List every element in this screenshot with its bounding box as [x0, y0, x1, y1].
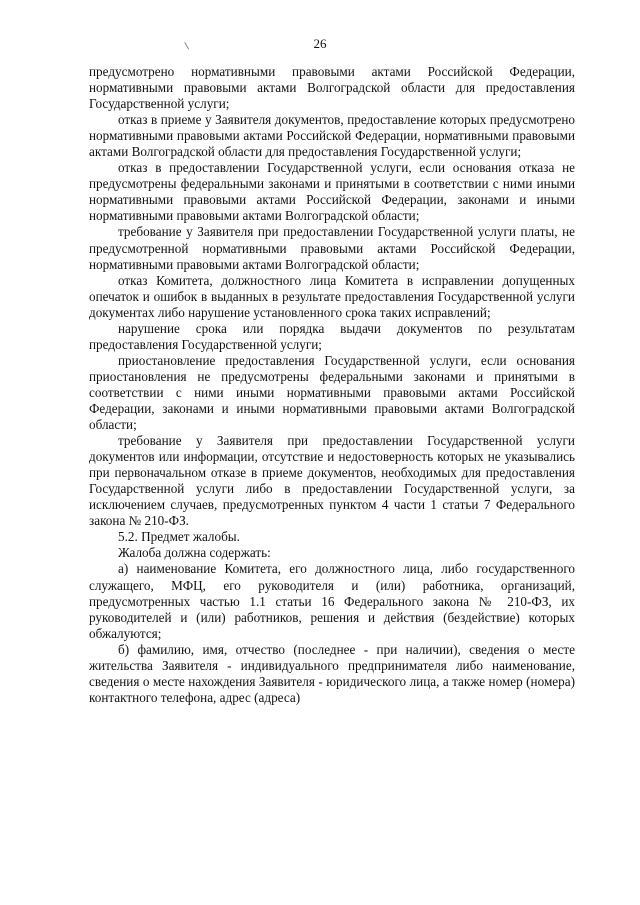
- paragraph-fee-requirement: требование у Заявителя при предоставлении Государственной услуги платы, не предусмотренной нормативными правовыми актами Российской Федерации, нормативными правовыми актами Волгоградской области;: [89, 224, 575, 272]
- paragraph-suspension: приостановление предоставления Государственной услуги, если основания приостановления не предусмотрены федеральными законами и принятыми в соответствии с ними иными нормативными правовыми актами Российской Федерации, законами и иными нормативными правовыми актами Волгоградской области;: [89, 352, 575, 433]
- document-body: [89, 64, 575, 706]
- section-heading-complaint-subject: 5.2. Предмет жалобы.: [118, 529, 240, 545]
- paragraph-refusal-documents: отказ в приеме у Заявителя документов, предоставление которых предусмотрено нормативными правовыми актами Российской Федерации, нормативными правовыми актами Волгоградской области для предоставления Государственной услуги;: [89, 112, 575, 160]
- paragraph-deadline-violation: нарушение срока или порядка выдачи документов по результатам предоставления Государственной услуги;: [89, 320, 575, 352]
- paragraph-continuation: предусмотрено нормативными правовыми актами Российской Федерации, нормативными правовыми актами Волгоградской области для предоставления Государственной услуги;: [89, 64, 575, 112]
- page-number: 26: [313, 36, 327, 51]
- paragraph-complaint-contents: Жалоба должна содержать:: [118, 545, 271, 561]
- paragraph-correction-refusal: отказ Комитета, должностного лица Комитета в исправлении допущенных опечаток и ошибок в выданных в результате предоставления Государственной услуги документах либо нарушение установленного срока таких исправлений;: [89, 272, 575, 320]
- paragraph-documents-requirement: требование у Заявителя при предоставлении Государственной услуги документов или информации, отсутствие и недостоверность которых не указывались при первоначальном отказе в приеме документов, необходимых для предоставления Государственной услуги либо в предоставлении Государственной услуги, за исключением случаев, предусмотренных пунктом 4 части 1 статьи 7 Федерального закона № 210-ФЗ.: [89, 433, 575, 529]
- paragraph-refusal-service: отказ в предоставлении Государственной услуги, если основания отказа не предусмотрены федеральными законами и принятыми в соответствии с ними иными нормативными правовыми актами Российской Федерации, законами и иными нормативными правовыми актами Волгоградской области;: [89, 160, 575, 224]
- paragraph-item-b: б) фамилию, имя, отчество (последнее - при наличии), сведения о месте жительства Заявителя - индивидуального предпринимателя либо наименование, сведения о месте нахождения Заявителя - юридического лица, а также номер (номера) контактного телефона, адрес (адреса): [89, 641, 575, 705]
- paragraph-item-a: а) наименование Комитета, его должностного лица, либо государственного служащего, МФЦ, его руководителя и (или) работника, организаций, предусмотренных частью 1.1 статьи 16 Федерального закона № 210-ФЗ, их руководителей и (или) работников, решения и действия (бездействие) которых обжалуются;: [89, 561, 575, 641]
